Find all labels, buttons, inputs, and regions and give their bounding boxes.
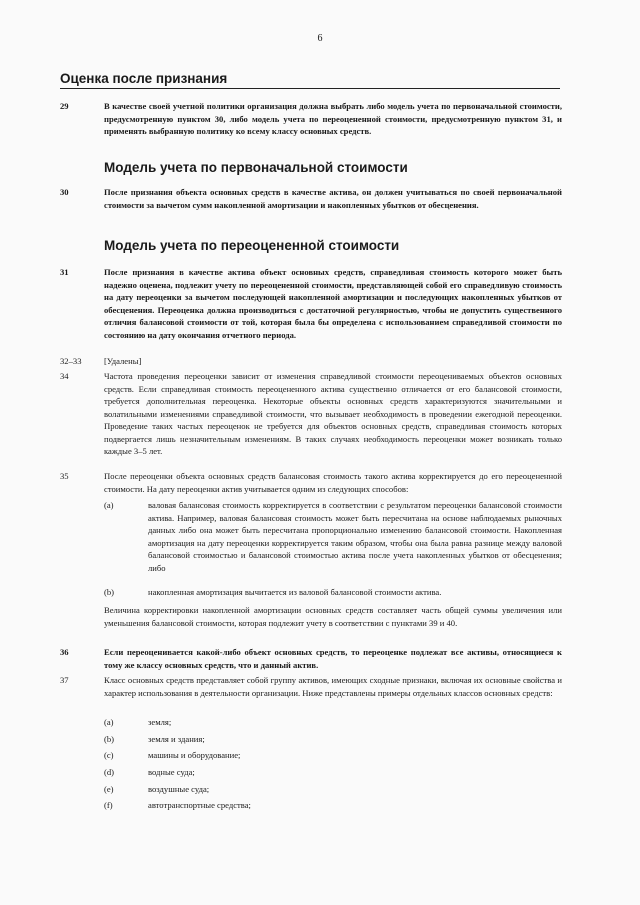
paragraph-number: 31 xyxy=(60,267,69,277)
paragraph-29 xyxy=(60,100,562,138)
item-text: водные суда; xyxy=(148,767,195,777)
paragraph-31 xyxy=(60,266,562,341)
paragraph-35-item-a xyxy=(104,499,562,574)
paragraph-number: 30 xyxy=(60,187,69,197)
paragraph-number: 34 xyxy=(60,371,69,381)
item-text: земля; xyxy=(148,717,172,727)
paragraph-text: Класс основных средств представляет собой группу активов, имеющих сходные признаки, включая их основные свойства и характер использования в деятельности организации. Ниже представлены примеры отдельных классов основных средств: xyxy=(104,675,562,698)
item-label: (a) xyxy=(104,500,114,510)
class-item-b xyxy=(104,733,562,746)
paragraph-32-33 xyxy=(60,355,562,368)
paragraph-number: 29 xyxy=(60,101,69,111)
item-text: машины и оборудование; xyxy=(148,750,241,760)
paragraph-text: После признания в качестве актива объект основных средств, справедливая стоимость которого может быть надежно оценена, подлежит учету по переоцененной стоимости, представляющей собой его справедливую стоимость на дату переоценки за вычетом последующей накопленной амортизации и последующих накопленных убытков от обесценения. Переоценка должна производиться с достаточной регулярностью, чтобы не допустить существенного отличия балансовой стоимости от той, которая была бы определена с использованием справедливой стоимости по состоянию на дату окончания отчетного периода. xyxy=(104,267,562,340)
paragraph-37 xyxy=(60,674,562,699)
class-item-a xyxy=(104,716,562,729)
item-label: (a) xyxy=(104,717,114,727)
item-text: воздушные суда; xyxy=(148,784,210,794)
section-title: Оценка после признания xyxy=(60,70,560,89)
paragraph-text: [Удалены] xyxy=(104,356,142,366)
paragraph-text: Если переоценивается какой-либо объект основных средств, то переоценке подлежат все активы, относящиеся к тому же классу основных средств, что и данный актив. xyxy=(104,647,562,670)
item-text: накопленная амортизация вычитается из валовой балансовой стоимости актива. xyxy=(148,587,442,597)
paragraph-number: 36 xyxy=(60,647,69,657)
paragraph-number: 37 xyxy=(60,675,69,685)
paragraph-35-item-b xyxy=(104,586,562,599)
paragraph-35-note: Величина корректировки накопленной амортизации основных средств составляет часть общей суммы увеличения или уменьшения балансовой стоимости, которая подлежит учету в соответствии с пунктами 39 и 40. xyxy=(104,605,562,628)
paragraph-35 xyxy=(60,470,562,495)
paragraph-34 xyxy=(60,370,562,458)
paragraph-30 xyxy=(60,186,562,211)
paragraph-number: 35 xyxy=(60,471,69,481)
paragraph-text: После переоценки объекта основных средств балансовая стоимость такого актива корректируется до его переоцененной стоимости. На дату переоценки актив учитывается одним из следующих способов: xyxy=(104,471,562,494)
item-text: валовая балансовая стоимость корректируется в соответствии с результатом переоценки балансовой стоимости актива. Например, валовая балансовая стоимость может быть пересчитана на основе наблюдаемых рыночных данных либо она может быть пересчитана пропорционально изменению балансовой стоимости. Накопленная амортизация на дату переоценки корректируется таким образом, чтобы она была равна разнице между валовой балансовой стоимостью и балансовой стоимостью актива после учета накопленных убытков от обесценения; либо xyxy=(148,500,562,573)
paragraph-number: 32–33 xyxy=(60,356,82,366)
item-text: автотранспортные средства; xyxy=(148,800,251,810)
item-label: (e) xyxy=(104,784,114,794)
item-label: (d) xyxy=(104,767,115,777)
item-text: земля и здания; xyxy=(148,734,205,744)
subheading-cost-model: Модель учета по первоначальной стоимости xyxy=(104,160,408,175)
paragraph-text: Частота проведения переоценки зависит от изменения справедливой стоимости переоцениваемых объектов основных средств. Если справедливая стоимость переоцененного актива существенно отличается от его балансовой стоимости, требуется дополнительная переоценка. Некоторые объекты основных средств характеризуются значительными и волатильными изменениями справедливой стоимости, что вызывает необходимость в проведении ежегодной переоценки. Проведение таких частых переоценок не требуется для объектов основных средств, справедливая стоимость которых подвергается лишь незначительным изменениям. В таких случаях необходимость переоценки может возникать только каждые 3–5 лет. xyxy=(104,371,562,456)
item-label: (c) xyxy=(104,750,114,760)
item-label: (b) xyxy=(104,587,115,597)
class-item-d xyxy=(104,766,562,779)
paragraph-text: После признания объекта основных средств в качестве актива, он должен учитываться по своей первоначальной стоимости за вычетом сумм накопленной амортизации и накопленных убытков от обесценения. xyxy=(104,187,562,210)
class-item-e xyxy=(104,783,562,796)
class-item-f xyxy=(104,799,562,812)
class-item-c xyxy=(104,749,562,762)
paragraph-36 xyxy=(60,646,562,671)
subheading-revaluation-model: Модель учета по переоцененной стоимости xyxy=(104,238,400,253)
item-label: (b) xyxy=(104,734,115,744)
page-number: 6 xyxy=(317,33,323,44)
item-label: (f) xyxy=(104,800,113,810)
paragraph-text: В качестве своей учетной политики организация должна выбрать либо модель учета по первоначальной стоимости, предусмотренную пунктом 30, либо модель учета по переоцененной стоимости, предусмотренную пунктом 31, и применять выбранную политику ко всему классу основных средств. xyxy=(104,101,562,136)
